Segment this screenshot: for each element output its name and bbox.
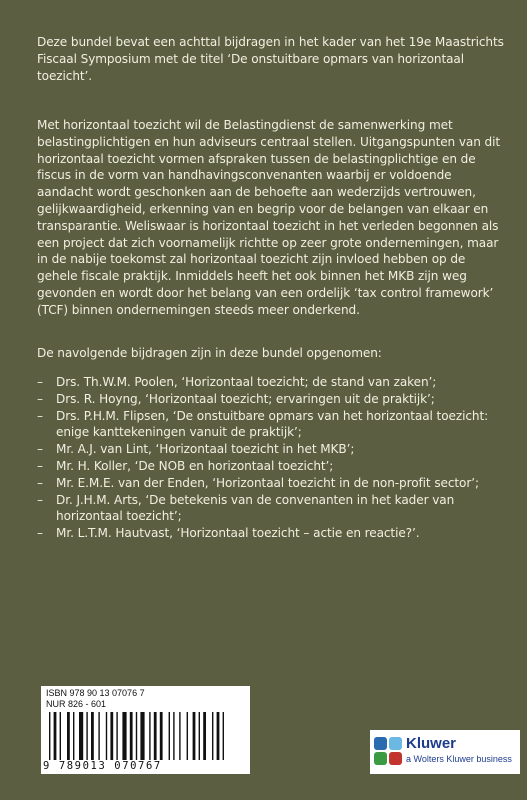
- list-item: – Mr. L.T.M. Hautvast, ‘Horizontaal toezicht – actie en reactie?’.: [37, 526, 420, 541]
- list-item: – Mr. E.M.E. van der Enden, ‘Horizontaal toezicht in de non-profit sector’;: [37, 475, 479, 490]
- barcode-icon: [49, 712, 242, 760]
- publisher-logo: [370, 730, 520, 774]
- dash-bullet: –: [37, 442, 43, 457]
- intro-paragraph: Deze bundel bevat een achttal bijdragen in het kader van het 19e Maastrichts Fiscaal Symposium met de titel ‘De onstuitbare opmars van horizontaal toezicht’.: [37, 35, 504, 83]
- dash-bullet: –: [37, 391, 43, 406]
- list-item: – Dr. J.H.M. Arts, ‘De betekenis van de convenanten in het kader van horizontaal toezicht’;: [37, 492, 455, 524]
- publisher-name: Kluwer: [406, 735, 457, 752]
- publisher-tagline: a Wolters Kluwer business: [406, 754, 512, 764]
- contributions-list: [37, 374, 507, 542]
- list-item: – Drs. R. Hoyng, ‘Horizontaal toezicht; ervaringen uit de praktijk’;: [37, 391, 435, 406]
- barcode-box: [41, 686, 250, 774]
- dash-bullet: –: [37, 458, 43, 473]
- dash-bullet: –: [37, 526, 43, 541]
- list-item: – Drs. Th.W.M. Poolen, ‘Horizontaal toezicht; de stand van zaken’;: [37, 375, 437, 389]
- dash-bullet: –: [37, 492, 43, 507]
- nur-label: NUR 826 - 601: [46, 699, 107, 709]
- dash-bullet: –: [37, 375, 43, 389]
- list-item: – Mr. H. Koller, ‘De NOB en horizontaal toezicht’;: [37, 458, 334, 473]
- isbn-label: ISBN 978 90 13 07076 7: [46, 688, 145, 698]
- kluwer-logo-icon: [374, 737, 402, 765]
- list-item: – Drs. P.H.M. Flipsen, ‘De onstuitbare opmars van het horizontaal toezicht: enige kanttekeningen vanuit de praktijk’;: [37, 408, 489, 440]
- dash-bullet: –: [37, 475, 43, 490]
- dash-bullet: –: [37, 408, 43, 423]
- barcode-digits: 9 789013 070767: [43, 760, 162, 772]
- contributions-intro: De navolgende bijdragen zijn in deze bundel opgenomen:: [37, 346, 382, 360]
- description-paragraph: Met horizontaal toezicht wil de Belastingdienst de samenwerking met belastingplichtigen en hun adviseurs centraal stellen. Uitgangspunten van dit horizontaal toezicht vormen afspraken tussen de belastingplichtige en de fiscus in de vorm van handhavingsconvenanten waarbij er voldoende aandacht wordt geschonken aan de behoefte aan wederzijds vertrouwen, gelijkwaardigheid, erkenning van en begrip voor de belangen van elkaar en transparantie. Weliswaar is horizontaal toezicht in het verleden begonnen als een project dat zich voornamelijk richtte op zeer grote ondernemingen, maar in de nabije toekomst zal horizontaal toezicht zijn invloed hebben op de gehele fiscale praktijk. Inmiddels heeft het ook binnen het MKB zijn weg gevonden en wordt door het belang van een ordelijk ‘tax control framework’ (TCF) binnen ondernemingen steeds meer onderkend.: [37, 118, 501, 317]
- list-item: – Mr. A.J. van Lint, ‘Horizontaal toezicht in het MKB’;: [37, 442, 355, 457]
